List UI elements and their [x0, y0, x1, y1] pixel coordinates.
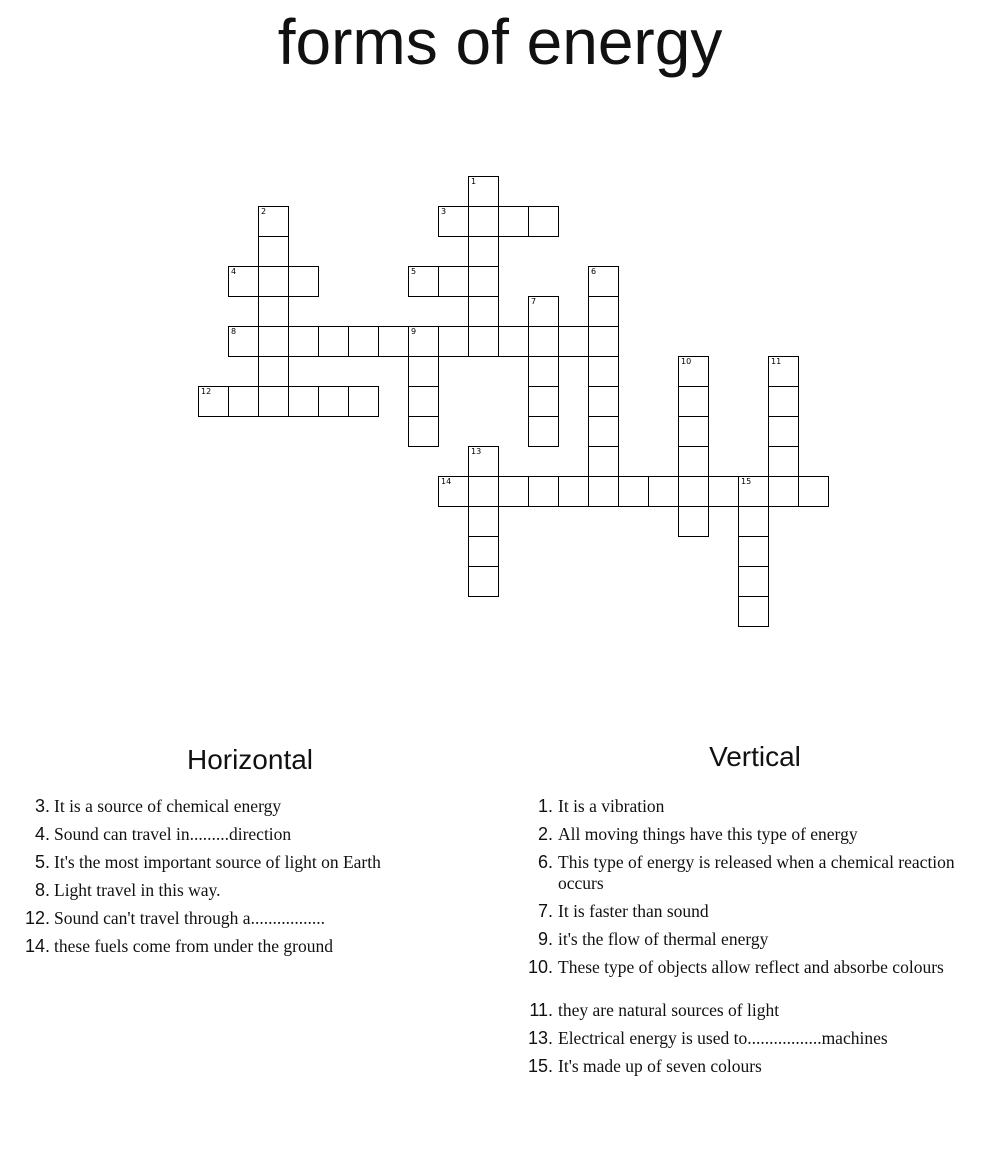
crossword-cell[interactable] — [438, 206, 469, 237]
clue-text: they are natural sources of light — [558, 1000, 780, 1020]
clue-down-1 — [500, 792, 1000, 820]
crossword-cell[interactable] — [348, 386, 379, 417]
crossword-cell[interactable] — [708, 476, 739, 507]
horizontal-heading: Horizontal — [186, 744, 314, 775]
crossword-cell[interactable] — [528, 356, 559, 387]
clue-down-9 — [500, 925, 1000, 953]
clue-across-3 — [0, 792, 500, 820]
crossword-cell[interactable] — [528, 416, 559, 447]
crossword-cell[interactable] — [258, 296, 289, 327]
crossword-cell[interactable] — [498, 326, 529, 357]
clue-across-12 — [0, 904, 500, 932]
crossword-cell[interactable] — [468, 206, 499, 237]
clue-down-15 — [500, 1052, 1000, 1080]
clue-text: Sound can't travel through a................. — [54, 908, 325, 928]
crossword-cell[interactable] — [258, 236, 289, 267]
clue-across-5 — [0, 848, 500, 876]
clue-text: Sound can travel in.........direction — [54, 824, 292, 844]
crossword-cell[interactable] — [528, 206, 559, 237]
clue-number: 3. — [34, 796, 50, 816]
crossword-cell[interactable] — [588, 446, 619, 477]
clue-text: Light travel in this way. — [54, 880, 221, 900]
cell-number: 15 — [741, 477, 752, 486]
clue-text: This type of energy is released when a chemical reaction occurs — [558, 852, 955, 893]
crossword-cell[interactable] — [468, 326, 499, 357]
clue-number: 12. — [24, 908, 50, 928]
crossword-cell[interactable] — [798, 476, 829, 507]
clue-number: 13. — [527, 1028, 553, 1048]
crossword-cell[interactable] — [408, 266, 439, 297]
crossword-cell[interactable] — [588, 416, 619, 447]
crossword-cell[interactable] — [768, 416, 799, 447]
crossword-cell[interactable] — [408, 326, 439, 357]
clue-text: These type of objects allow reflect and absorbe colours — [558, 957, 944, 977]
crossword-cell[interactable] — [468, 536, 499, 567]
clue-down-6 — [500, 848, 1000, 897]
clue-across-14 — [0, 932, 500, 960]
crossword-cell[interactable] — [498, 206, 529, 237]
crossword-cell[interactable] — [528, 296, 559, 327]
clue-number: 11. — [529, 1000, 553, 1020]
crossword-cell[interactable] — [618, 476, 649, 507]
vertical-heading: Vertical — [709, 741, 801, 772]
cell-number: 6 — [591, 267, 597, 276]
crossword-cell[interactable] — [738, 506, 769, 537]
crossword-cell[interactable] — [528, 386, 559, 417]
clue-number: 1. — [537, 796, 553, 816]
clue-text: It is a source of chemical energy — [54, 796, 282, 816]
crossword-cell[interactable] — [468, 446, 499, 477]
page-title: forms of energy — [277, 6, 723, 78]
cell-number: 3 — [441, 207, 447, 216]
crossword-cell[interactable] — [528, 326, 559, 357]
cell-number: 7 — [531, 297, 537, 306]
crossword-cell[interactable] — [408, 416, 439, 447]
crossword-cell[interactable] — [258, 326, 289, 357]
cell-number: 5 — [411, 267, 417, 276]
clue-text: It is faster than sound — [558, 901, 709, 921]
clue-number: 14. — [24, 936, 50, 956]
crossword-cell[interactable] — [468, 566, 499, 597]
crossword-cell[interactable] — [738, 536, 769, 567]
clue-number: 2. — [537, 824, 553, 844]
crossword-cell[interactable] — [318, 326, 349, 357]
clue-down-10 — [500, 953, 1000, 981]
clue-text: It's made up of seven colours — [558, 1056, 762, 1076]
clue-across-8 — [0, 876, 500, 904]
crossword-cell[interactable] — [408, 386, 439, 417]
crossword-cell[interactable] — [588, 296, 619, 327]
crossword-cell[interactable] — [558, 476, 589, 507]
crossword-cell[interactable] — [228, 326, 259, 357]
crossword-cell[interactable] — [588, 266, 619, 297]
clue-across-4 — [0, 820, 500, 848]
crossword-cell[interactable] — [588, 326, 619, 357]
crossword-cell[interactable] — [678, 356, 709, 387]
crossword-cell[interactable] — [588, 356, 619, 387]
crossword-cell[interactable] — [438, 266, 469, 297]
crossword-cell[interactable] — [468, 476, 499, 507]
crossword-cell[interactable] — [348, 326, 379, 357]
crossword-cell[interactable] — [258, 266, 289, 297]
clue-text: It's the most important source of light on Earth — [54, 852, 381, 872]
cell-number: 10 — [681, 357, 692, 366]
crossword-cell[interactable] — [198, 386, 229, 417]
clue-number: 15. — [527, 1056, 553, 1076]
crossword-cell[interactable] — [678, 386, 709, 417]
crossword-cell[interactable] — [288, 386, 319, 417]
crossword-cell[interactable] — [438, 476, 469, 507]
cell-number: 1 — [471, 177, 477, 186]
cell-number: 13 — [471, 447, 482, 456]
cell-number: 8 — [231, 327, 237, 336]
crossword-cell[interactable] — [678, 416, 709, 447]
crossword-cell[interactable] — [318, 386, 349, 417]
crossword-cell[interactable] — [288, 326, 319, 357]
clue-number: 4. — [34, 824, 50, 844]
crossword-cell[interactable] — [468, 506, 499, 537]
crossword-cell[interactable] — [468, 176, 499, 207]
vertical-clue-list — [500, 792, 1000, 1080]
crossword-cell[interactable] — [768, 446, 799, 477]
cell-number: 14 — [441, 477, 452, 486]
cell-number: 4 — [231, 267, 237, 276]
crossword-cell[interactable] — [468, 236, 499, 267]
crossword-cell[interactable] — [558, 326, 589, 357]
clue-number: 5. — [34, 852, 50, 872]
clue-number: 8. — [34, 880, 50, 900]
crossword-cell[interactable] — [378, 326, 409, 357]
crossword-cell[interactable] — [738, 596, 769, 627]
crossword-cell[interactable] — [678, 446, 709, 477]
crossword-cell[interactable] — [768, 356, 799, 387]
crossword-cell[interactable] — [768, 386, 799, 417]
crossword-cell[interactable] — [588, 476, 619, 507]
clue-number: 7. — [537, 901, 553, 921]
crossword-cell[interactable] — [528, 476, 559, 507]
cell-number: 9 — [411, 327, 417, 336]
crossword-cell[interactable] — [678, 476, 709, 507]
crossword-cell[interactable] — [588, 386, 619, 417]
clue-text: Electrical energy is used to.................machines — [558, 1028, 888, 1048]
clue-down-13 — [500, 1024, 1000, 1052]
crossword-cell[interactable] — [678, 506, 709, 537]
clue-text: it's the flow of thermal energy — [558, 929, 769, 949]
crossword-cell[interactable] — [258, 206, 289, 237]
horizontal-clue-list — [0, 792, 500, 960]
clue-number: 6. — [537, 852, 553, 872]
clue-down-2 — [500, 820, 1000, 848]
clue-number: 10. — [527, 957, 553, 977]
cell-number: 2 — [261, 207, 267, 216]
crossword-cell[interactable] — [258, 386, 289, 417]
crossword-cell[interactable] — [438, 326, 469, 357]
cell-number: 12 — [201, 387, 212, 396]
crossword-cell[interactable] — [468, 296, 499, 327]
cell-number: 11 — [771, 357, 782, 366]
crossword-cell[interactable] — [468, 266, 499, 297]
crossword-cell[interactable] — [738, 566, 769, 597]
crossword-cell[interactable] — [228, 386, 259, 417]
crossword-cell[interactable] — [258, 356, 289, 387]
clue-text: All moving things have this type of energy — [558, 824, 858, 844]
crossword-cell[interactable] — [228, 266, 259, 297]
clue-number: 9. — [537, 929, 553, 949]
clue-text: It is a vibration — [558, 796, 665, 816]
crossword-cell[interactable] — [768, 476, 799, 507]
clue-down-7 — [500, 897, 1000, 925]
crossword-cell[interactable] — [648, 476, 679, 507]
clue-down-11 — [500, 996, 1000, 1024]
crossword-cell[interactable] — [288, 266, 319, 297]
crossword-cell[interactable] — [408, 356, 439, 387]
clue-text: these fuels come from under the ground — [54, 936, 333, 956]
crossword-cell[interactable] — [738, 476, 769, 507]
crossword-cell[interactable] — [498, 476, 529, 507]
